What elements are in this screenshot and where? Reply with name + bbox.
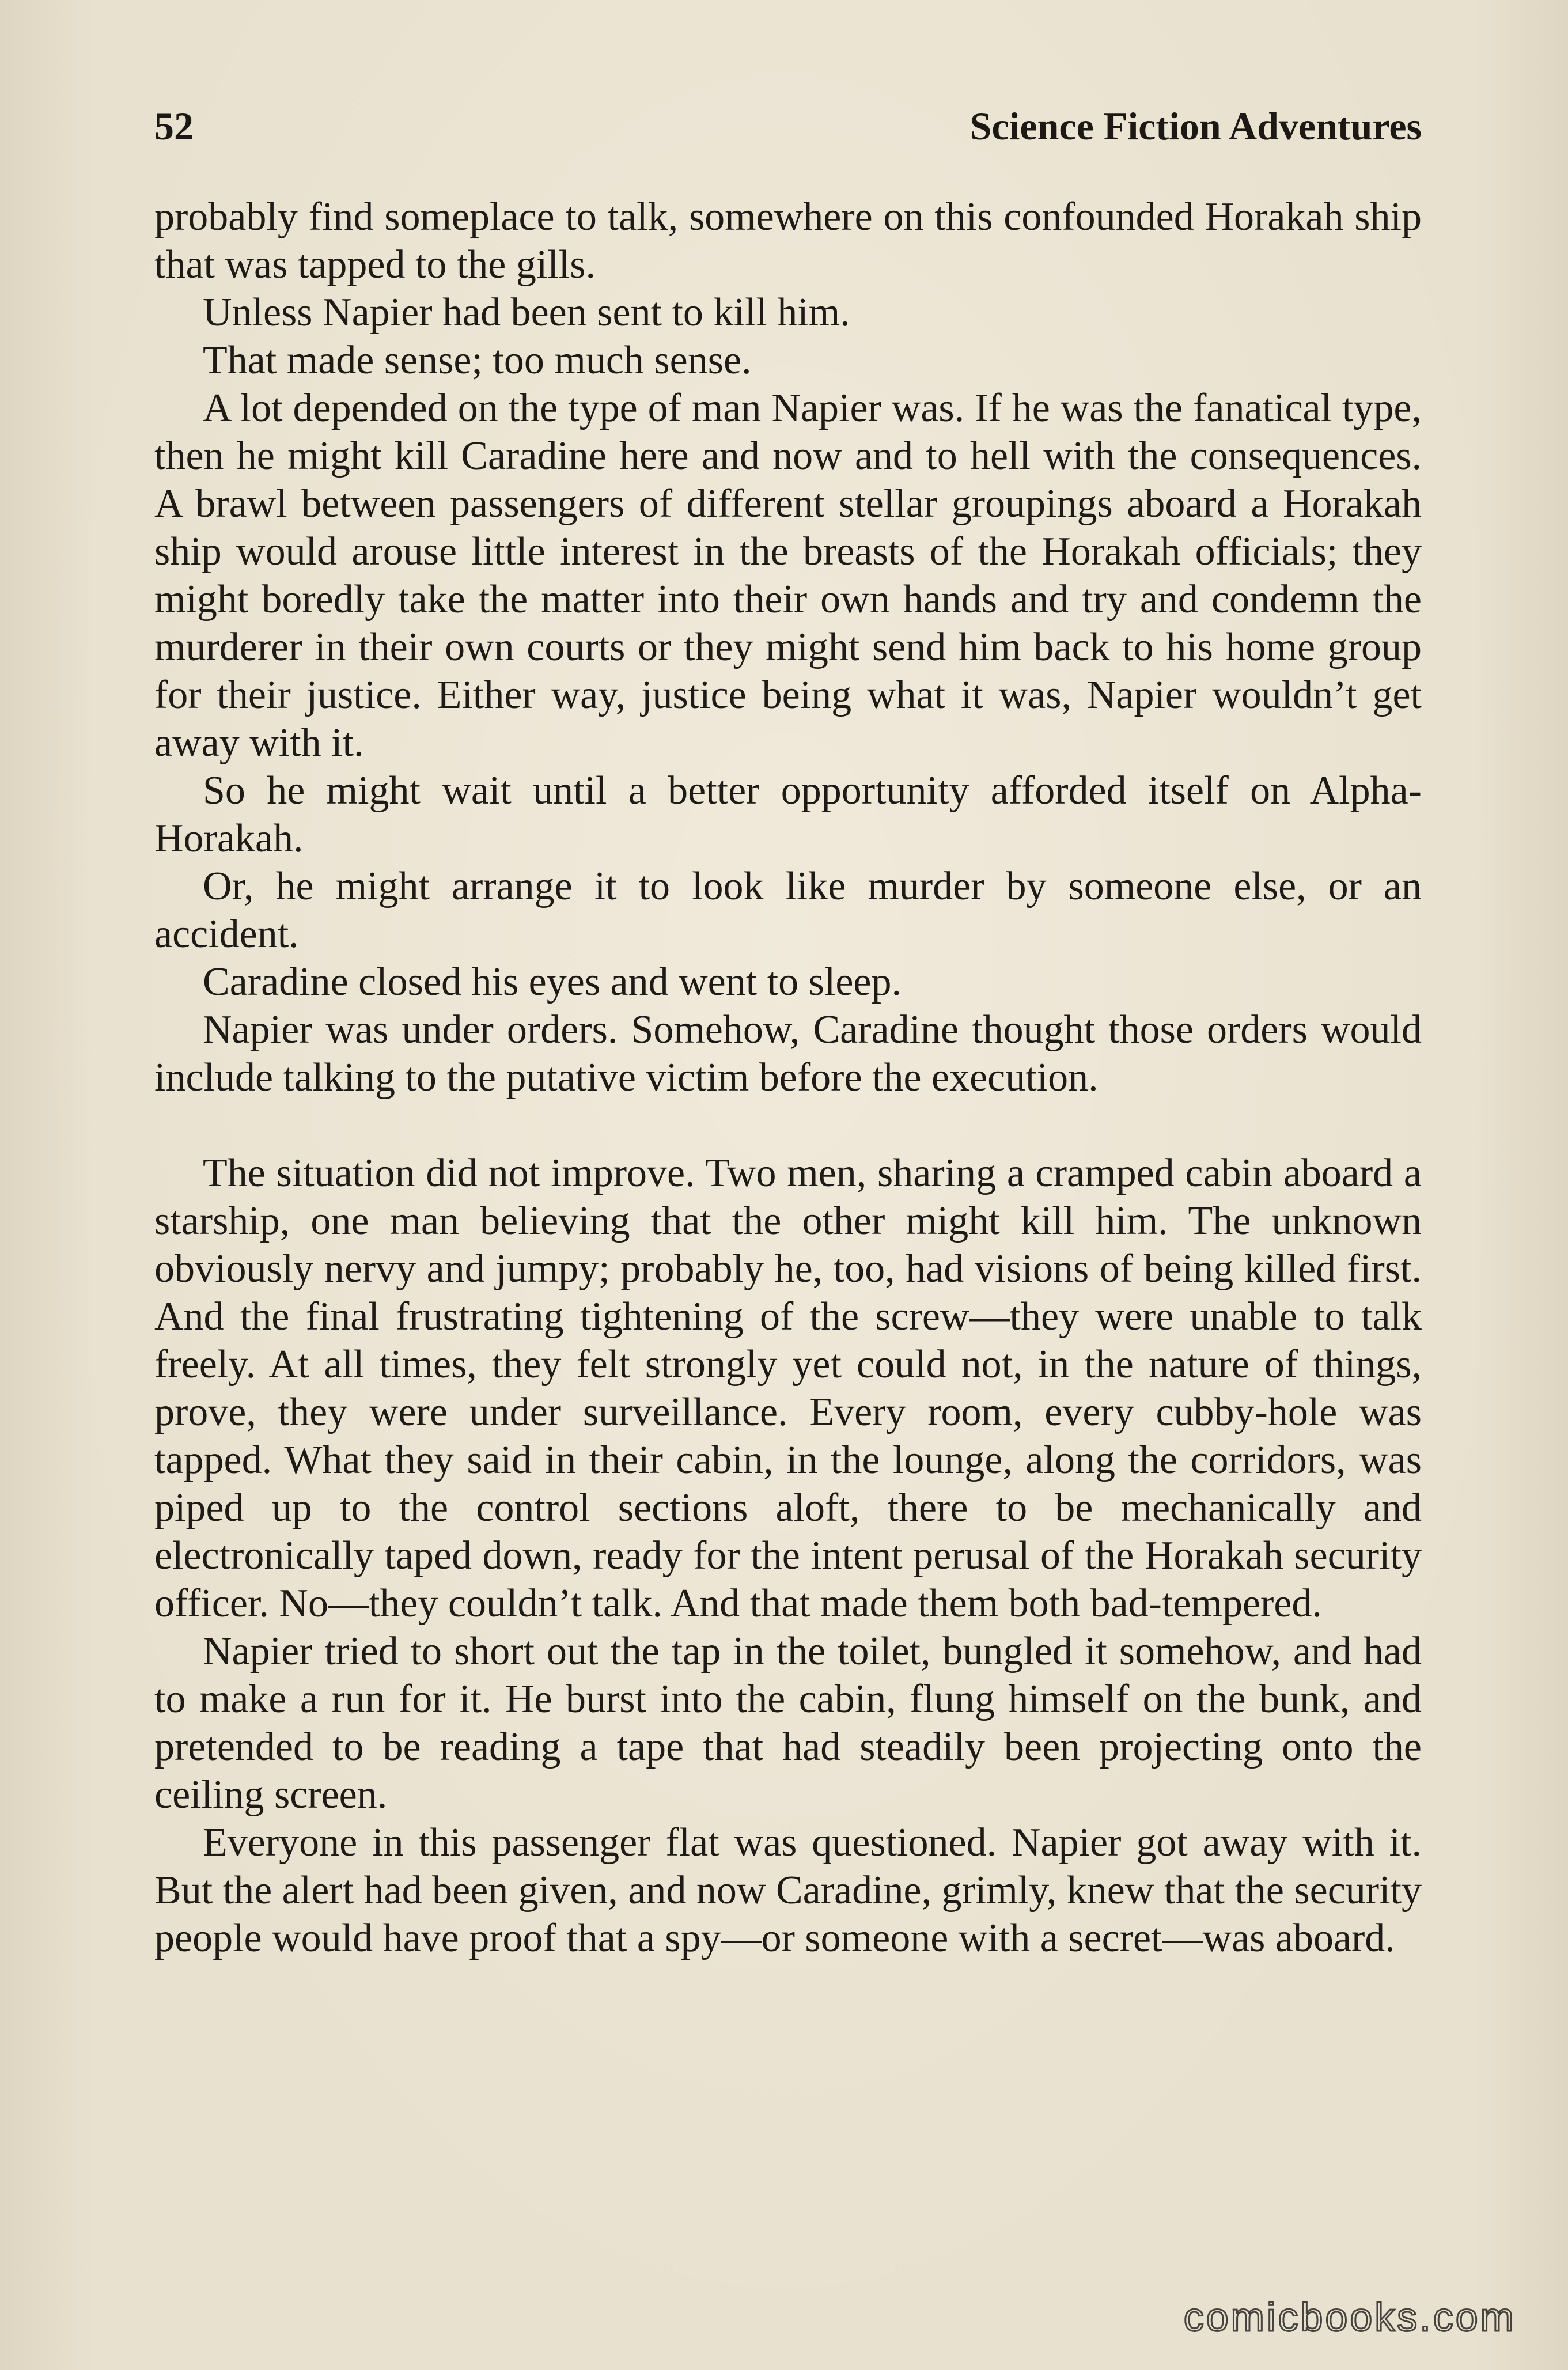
paragraph: probably find someplace to talk, somewhere on this confounded Horakah ship that was tapped to the gills. — [154, 195, 1422, 287]
body-text — [154, 193, 1422, 1962]
paragraph: The situation did not improve. Two men, sharing a cramped cabin aboard a starship, one man believing that the other might kill him. The unknown obviously nervy and jumpy; probably he, too, had visions of being killed first. And the final frustrating tightening of the screw—they were unable to talk freely. At all times, they felt strongly yet could not, in the nature of things, prove, they were under surveillance. Every room, every cubby-hole was tapped. What they said in their cabin, in the lounge, along the corridors, was piped up to the control sections aloft, there to be mechanically and electronically taped down, ready for the intent perusal of the Horakah security officer. No—they couldn’t talk. And that made them both bad-tempered. — [154, 1151, 1422, 1626]
watermark: comicbooks.com — [1183, 2295, 1516, 2339]
paragraph: Everyone in this passenger flat was questioned. Napier got away with it. But the alert had been given, and now Caradine, grimly, knew that the security people would have proof that a spy—or someone with a secret—was aboard. — [154, 1820, 1422, 1960]
page-header — [154, 104, 1422, 167]
paragraph: Caradine closed his eyes and went to sleep. — [203, 960, 902, 1004]
page-number: 52 — [154, 104, 194, 148]
paragraph: Unless Napier had been sent to kill him. — [203, 290, 850, 335]
paragraph: Napier was under orders. Somehow, Caradine thought those orders would include talking to the putative victim before the execution. — [154, 1008, 1422, 1100]
paragraph: Or, he might arrange it to look like murder by someone else, or an accident. — [154, 864, 1422, 956]
paragraph: That made sense; too much sense. — [203, 338, 752, 383]
paragraph: Napier tried to short out the tap in the toilet, bungled it somehow, and had to make a run for it. He burst into the cabin, flung himself on the bunk, and pretended to be reading a tape that had steadily been projecting onto the ceiling screen. — [154, 1629, 1422, 1817]
running-title: Science Fiction Adventures — [969, 104, 1422, 148]
paragraph: A lot depended on the type of man Napier was. If he was the fanatical type, then he might kill Caradine here and now and to hell with the consequences. A brawl between passengers of different stellar groupings aboard a Horakah ship would arouse little interest in the breasts of the Horakah officials; they might boredly take the matter into their own hands and try and condemn the murderer in their own courts or they might send him back to his home group for their justice. Either way, justice being what it was, Napier wouldn’t get away with it. — [154, 386, 1422, 765]
paragraph: So he might wait until a better opportunity afforded itself on Alpha-Horakah. — [154, 768, 1422, 861]
